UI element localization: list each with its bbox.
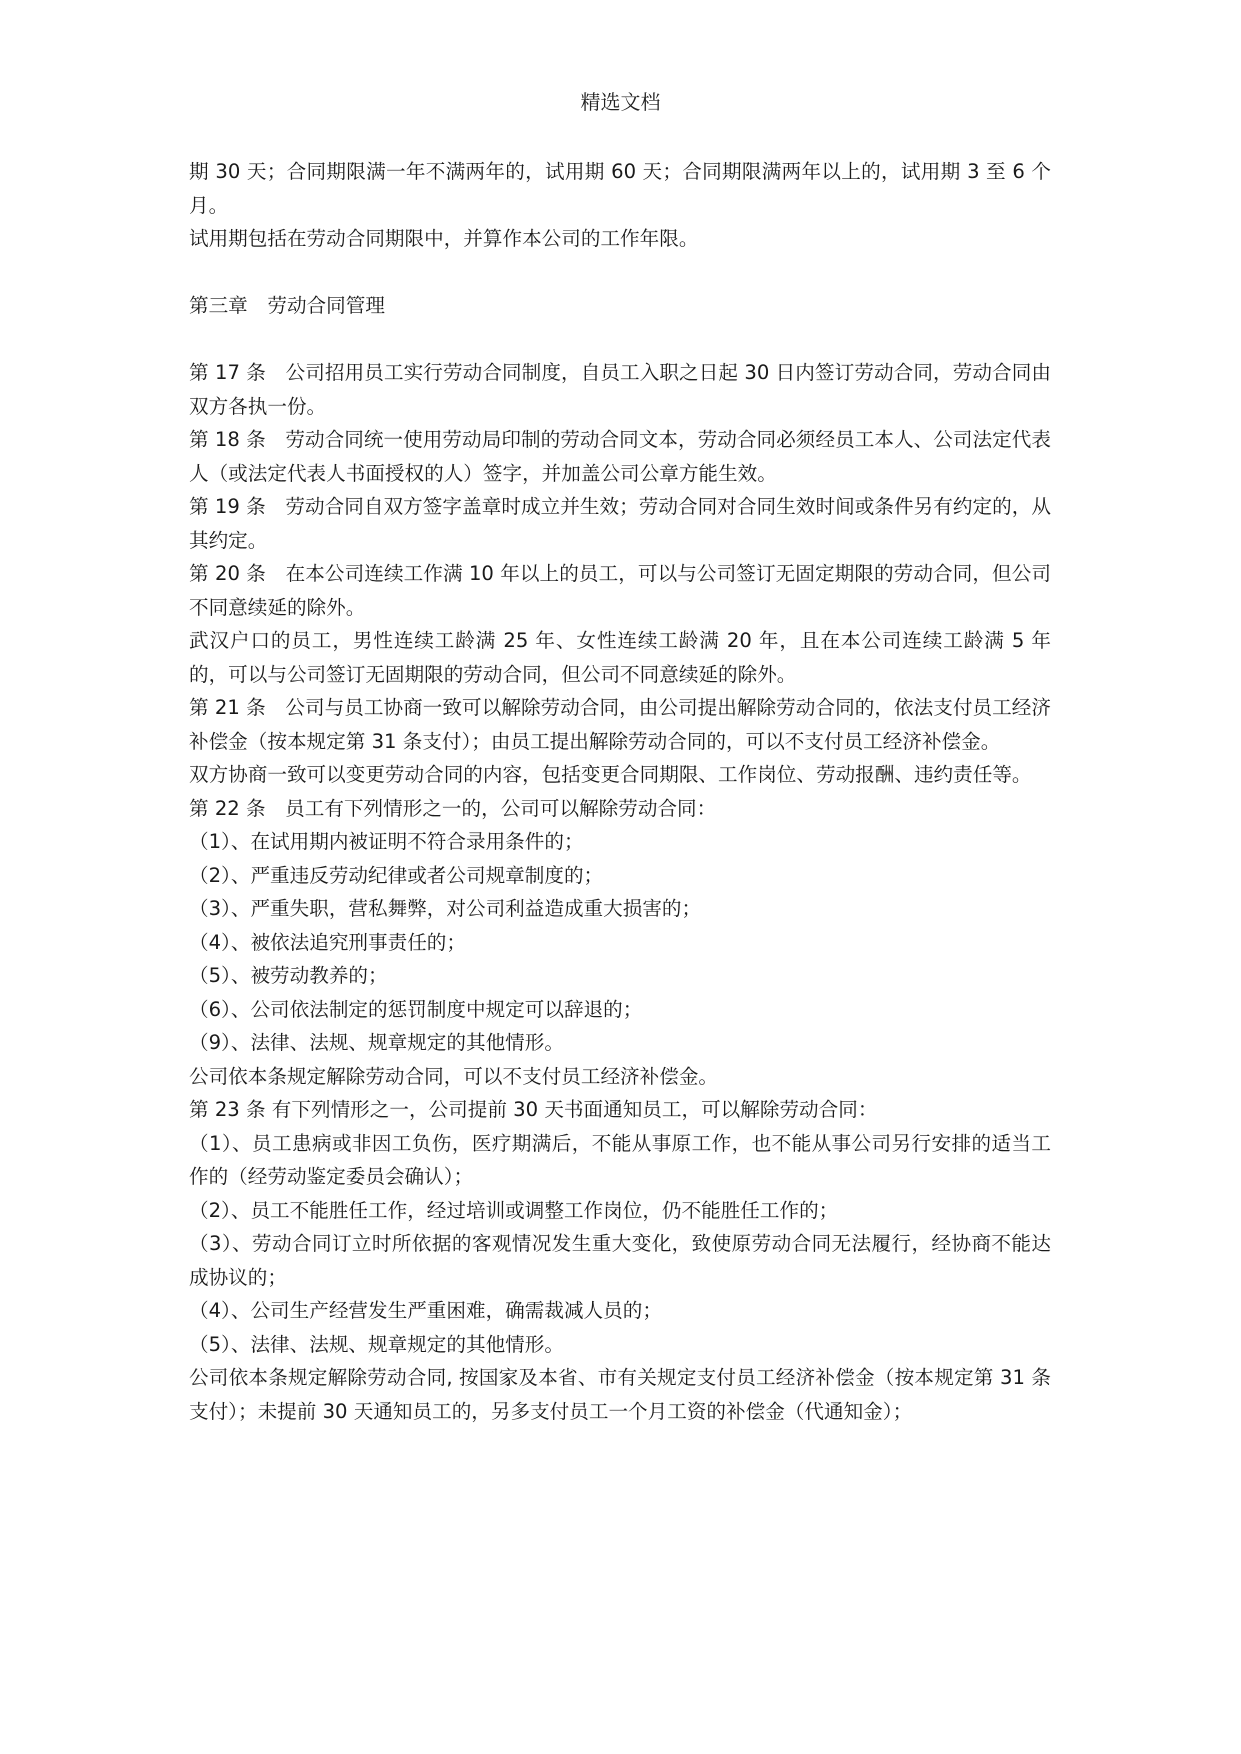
article-18: 第 18 条 劳动合同统一使用劳动局印制的劳动合同文本，劳动合同必须经员工本人、公司法定代表人（或法定代表人书面授权的人）签字，并加盖公司公章方能生效。 [189, 428, 1051, 485]
paragraph: 双方协商一致可以变更劳动合同的内容，包括变更合同期限、工作岗位、劳动报酬、违约责任等。 [189, 763, 1032, 786]
article-22: 第 22 条 员工有下列情形之一的，公司可以解除劳动合同： [189, 796, 717, 820]
list-item: （4）、被依法追究刑事责任的； [189, 930, 466, 954]
list-item: （6）、公司依法制定的惩罚制度中规定可以辞退的； [189, 997, 643, 1021]
list-item: （3）、严重失职，营私舞弊，对公司利益造成重大损害的； [189, 897, 702, 920]
paragraph: 期 30 天；合同期限满一年不满两年的，试用期 60 天；合同期限满两年以上的，试用期 3 至 6 个月。 [189, 160, 1051, 217]
article-20: 第 20 条 在本公司连续工作满 10 年以上的员工，可以与公司签订无固定期限的劳动合同，但公司不同意续延的除外。 [189, 562, 1051, 619]
article-19: 第 19 条 劳动合同自双方签字盖章时成立并生效；劳动合同对合同生效时间或条件另有约定的，从其约定。 [189, 495, 1051, 552]
paragraph: 武汉户口的员工，男性连续工龄满 25 年、女性连续工龄满 20 年，且在本公司连续工龄满 5 年的，可以与公司签订无固期限的劳动合同，但公司不同意续延的除外。 [189, 629, 1051, 686]
list-item: （3）、劳动合同订立时所依据的客观情况发生重大变化，致使原劳动合同无法履行，经协商不能达成协议的； [189, 1232, 1051, 1289]
list-item: （2）、严重违反劳动纪律或者公司规章制度的； [189, 863, 604, 887]
paragraph: 公司依本条规定解除劳动合同，可以不支付员工经济补偿金。 [189, 1064, 719, 1088]
list-item: （1）、在试用期内被证明不符合录用条件的； [189, 830, 584, 853]
document-body [189, 155, 1051, 1428]
blank-line [189, 323, 1051, 357]
list-item: （1）、员工患病或非因工负伤，医疗期满后，不能从事原工作，也不能从事公司另行安排的适当工作的（经劳动鉴定委员会确认）； [189, 1131, 1051, 1188]
list-item: （9）、法律、法规、规章规定的其他情形。 [189, 1031, 564, 1054]
chapter-heading: 第三章 劳动合同管理 [189, 294, 385, 317]
page-header-title: 精选文档 [580, 90, 661, 114]
list-item: （5）、法律、法规、规章规定的其他情形。 [189, 1332, 564, 1356]
paragraph: 试用期包括在劳动合同期限中，并算作本公司的工作年限。 [189, 227, 699, 250]
list-item: （2）、员工不能胜任工作，经过培训或调整工作岗位，仍不能胜任工作的； [189, 1198, 839, 1222]
blank-line [189, 256, 1051, 290]
list-item: （4）、公司生产经营发生严重困难，确需裁减人员的； [189, 1299, 662, 1322]
article-17: 第 17 条 公司招用员工实行劳动合同制度，自员工入职之日起 30 日内签订劳动合同，劳动合同由双方各执一份。 [189, 361, 1051, 418]
paragraph: 公司依本条规定解除劳动合同, 按国家及本省、市有关规定支付员工经济补偿金（按本规定第 31 条支付）；未提前 30 天通知员工的，另多支付员工一个月工资的补偿金（代通知金）； [189, 1366, 1051, 1423]
article-23: 第 23 条 有下列情形之一，公司提前 30 天书面通知员工，可以解除劳动合同： [189, 1098, 878, 1121]
article-21: 第 21 条 公司与员工协商一致可以解除劳动合同，由公司提出解除劳动合同的，依法支付员工经济补偿金（按本规定第 31 条支付）；由员工提出解除劳动合同的，可以不支付员工经济补偿金。 [189, 696, 1051, 753]
list-item: （5）、被劳动教养的； [189, 964, 388, 987]
